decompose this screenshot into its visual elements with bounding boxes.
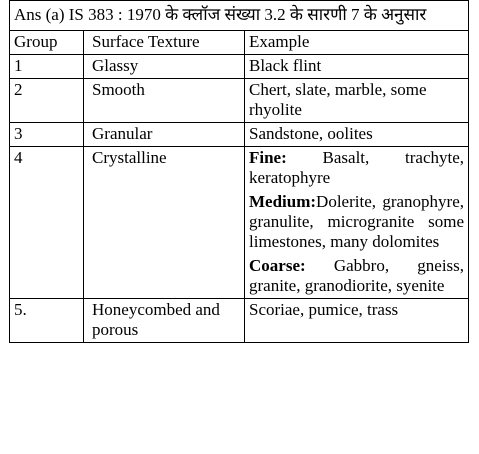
document-page: [9, 0, 468, 343]
header-surface-texture: Surface Texture: [84, 31, 245, 55]
example-cell: Chert, slate, marble, some rhyolite: [245, 79, 469, 123]
table-row: [10, 55, 469, 79]
coarse-label: Coarse:: [249, 256, 306, 275]
header-example: Example: [245, 31, 469, 55]
fine-text: Basalt, trachyte, keratophyre: [249, 148, 465, 187]
table-row: [10, 147, 469, 299]
header-row: [10, 31, 469, 55]
coarse-grain-examples: [249, 256, 464, 296]
texture-cell: Honeycombed and porous: [84, 299, 245, 343]
medium-grain-examples: [249, 192, 464, 252]
group-cell: 3: [10, 123, 84, 147]
table-row: [10, 79, 469, 123]
example-cell: [245, 147, 469, 299]
example-cell: Sandstone, oolites: [245, 123, 469, 147]
medium-label: Medium:: [249, 192, 317, 211]
title-row: [10, 1, 469, 31]
table-row: [10, 299, 469, 343]
texture-cell: Granular: [84, 123, 245, 147]
example-cell: Black flint: [245, 55, 469, 79]
group-cell: 5.: [10, 299, 84, 343]
texture-cell: Glassy: [84, 55, 245, 79]
group-cell: 1: [10, 55, 84, 79]
surface-texture-table: [9, 0, 469, 343]
header-group: Group: [10, 31, 84, 55]
answer-title: Ans (a) IS 383 : 1970 के क्लॉज संख्या 3.2 के सारणी 7 के अनुसार: [10, 1, 469, 31]
table-row: [10, 123, 469, 147]
group-cell: 4: [10, 147, 84, 299]
texture-cell: Smooth: [84, 79, 245, 123]
fine-grain-examples: [249, 148, 464, 188]
example-cell: Scoriae, pumice, trass: [245, 299, 469, 343]
fine-label: Fine:: [249, 148, 287, 167]
medium-text: Dolerite, granophyre, granulite, microgranite some limestones, many dolomites: [249, 192, 465, 251]
coarse-text: Gabbro, gneiss, granite, granodiorite, syenite: [249, 256, 465, 295]
group-cell: 2: [10, 79, 84, 123]
texture-cell: Crystalline: [84, 147, 245, 299]
